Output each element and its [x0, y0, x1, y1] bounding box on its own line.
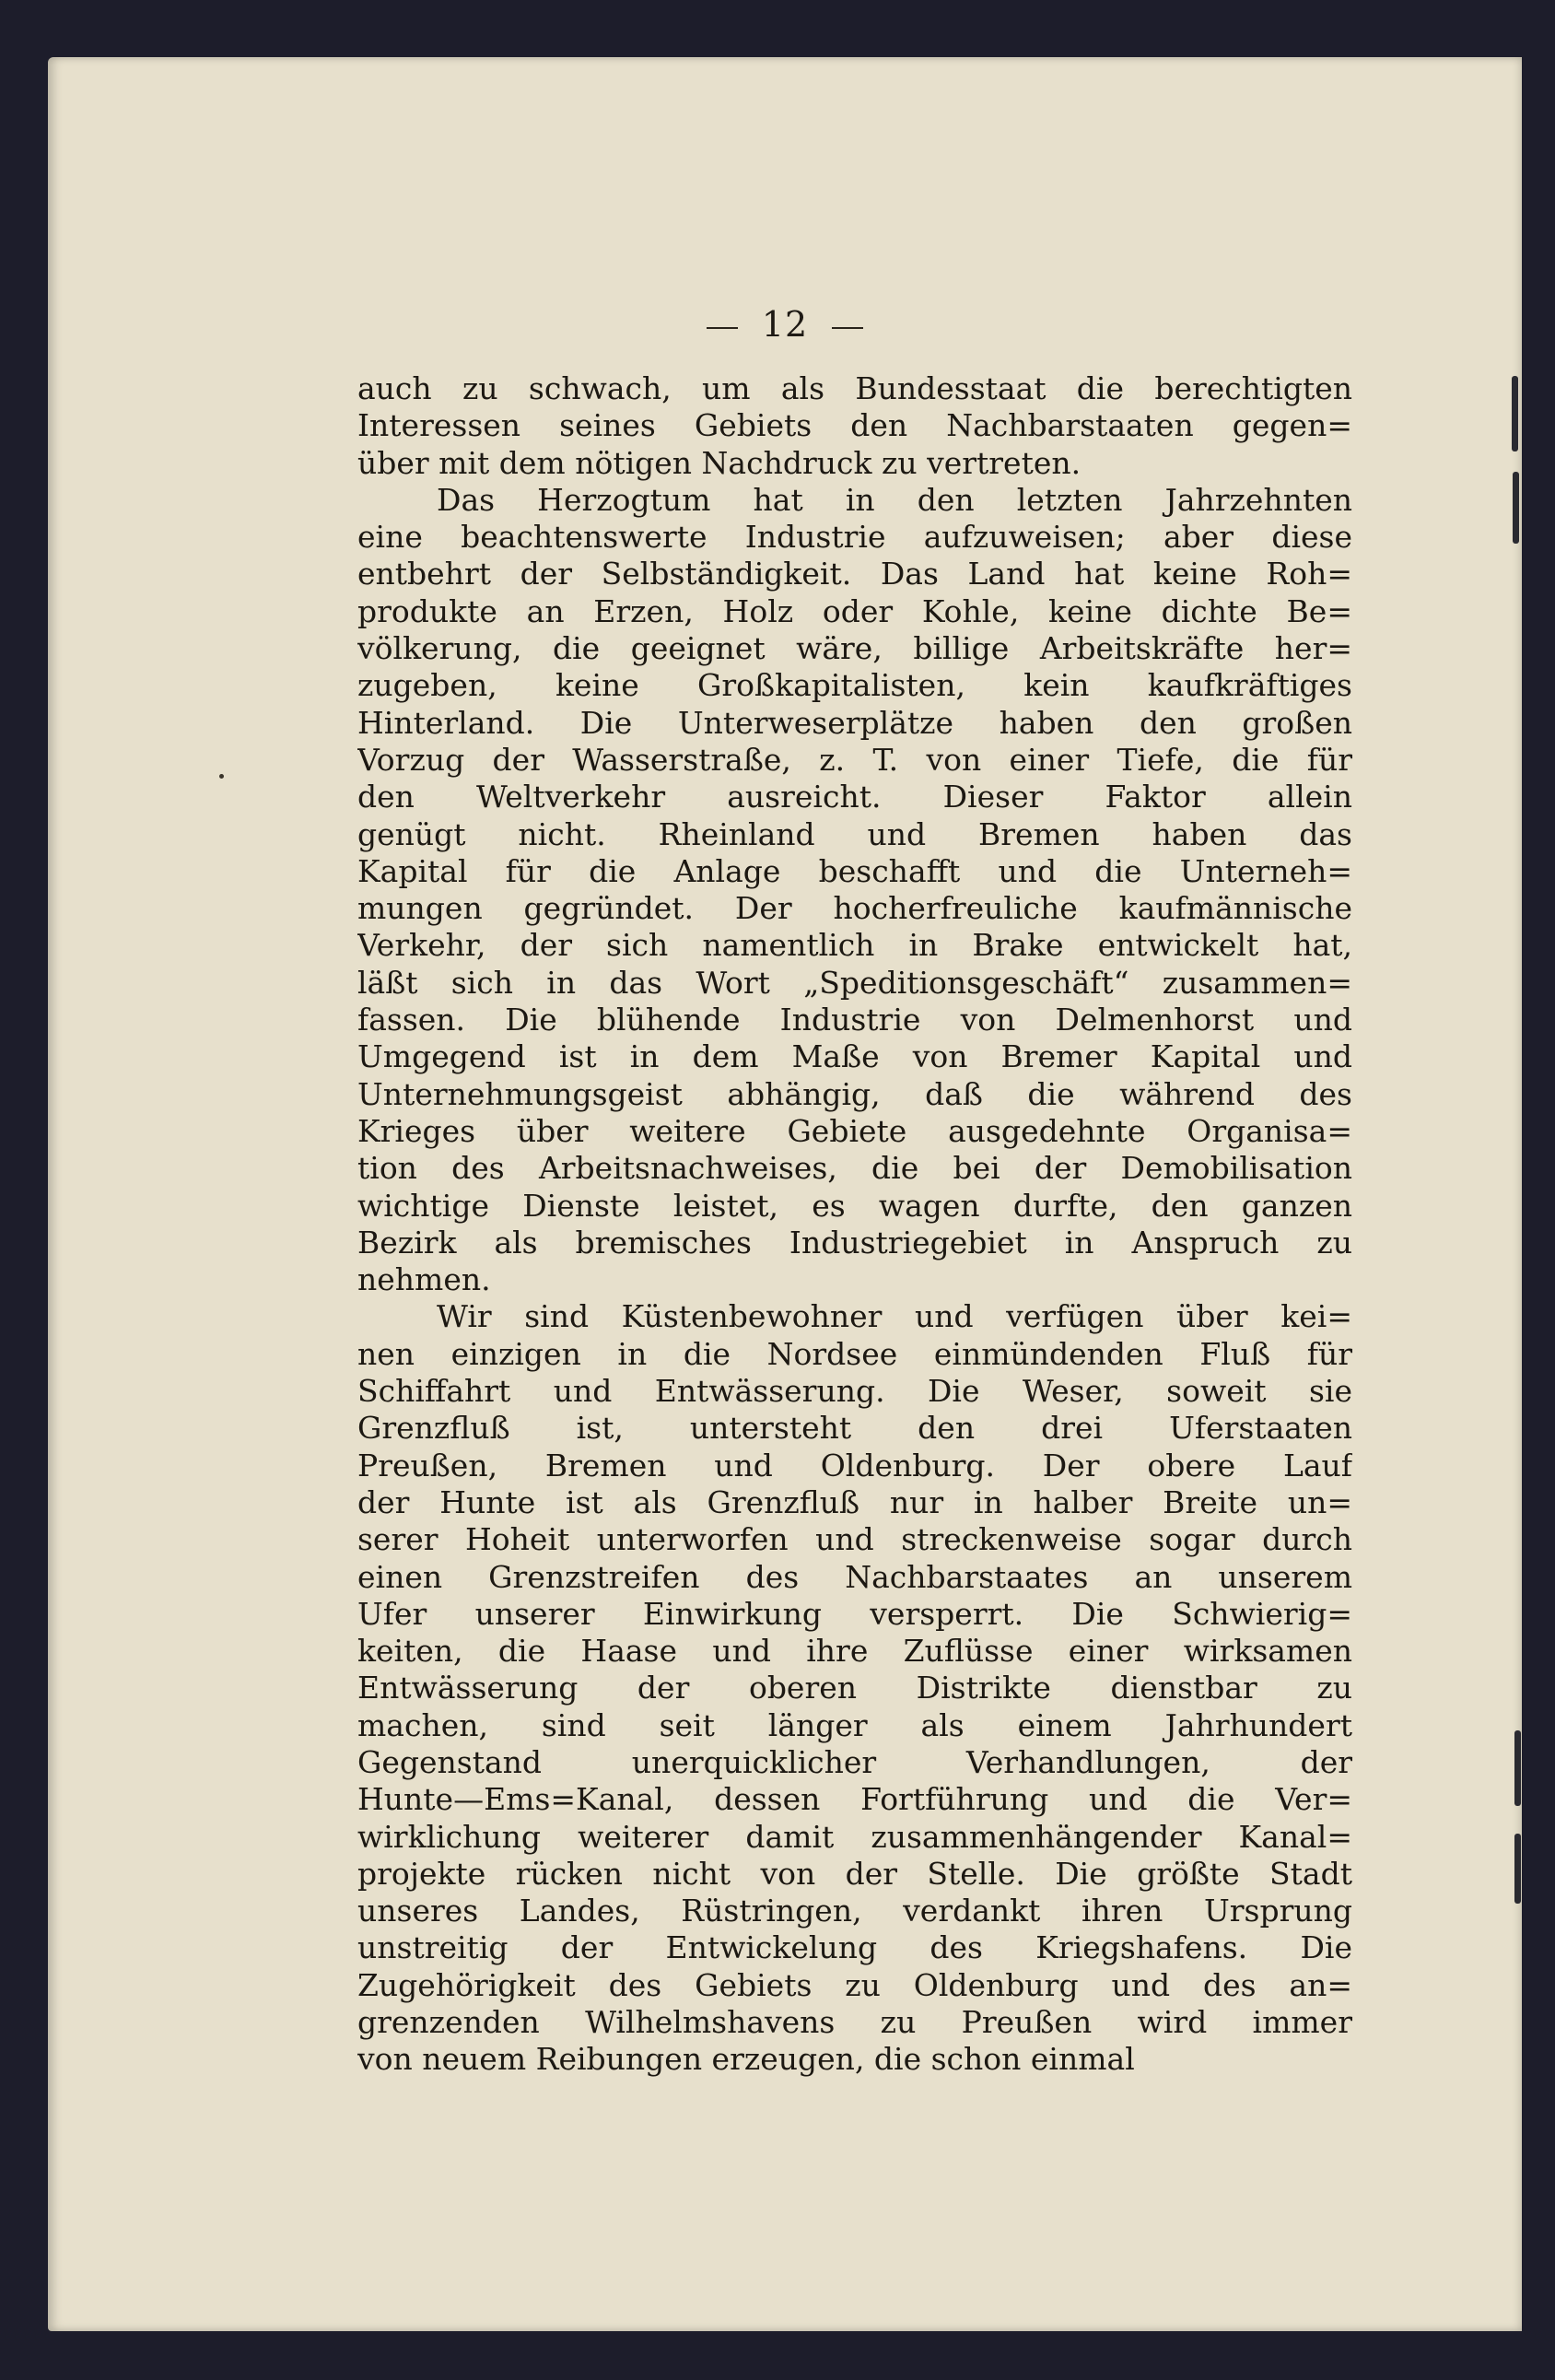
text-line: Interessen seines Gebiets den Nachbarstaaten gegen= — [357, 407, 1352, 444]
text-line: unseres Landes, Rüstringen, verdankt ihren Ursprung — [357, 1893, 1352, 1929]
paper-spot — [219, 774, 224, 779]
text-line: mungen gegründet. Der hocherfreuliche kaufmännische — [357, 890, 1352, 927]
text-line: Verkehr, der sich namentlich in Brake entwickelt hat, — [357, 927, 1352, 964]
text-line: unstreitig der Entwickelung des Kriegshafens. Die — [357, 1929, 1352, 1966]
text-line: Entwässerung der oberen Distrikte dienstbar zu — [357, 1670, 1352, 1706]
text-line: fassen. Die blühende Industrie von Delmenhorst und — [357, 1002, 1352, 1038]
page-number-dash-left — [707, 327, 738, 329]
text-line: projekte rücken nicht von der Stelle. Die größte Stadt — [357, 1855, 1352, 1892]
text-line: Kapital für die Anlage beschafft und die Unterneh= — [357, 852, 1352, 889]
page-number-text: 12 — [761, 304, 809, 345]
page-number-dash-right — [832, 327, 863, 329]
text-line: eine beachtenswerte Industrie aufzuweisen; aber diese — [357, 519, 1352, 556]
text-line: Ufer unserer Einwirkung versperrt. Die Schwierig= — [357, 1595, 1352, 1632]
binding-mark — [1514, 1834, 1521, 1904]
text-line: produkte an Erzen, Holz oder Kohle, keine dichte Be= — [357, 592, 1352, 629]
text-line: nen einzigen in die Nordsee einmündenden Fluß für — [357, 1335, 1352, 1372]
text-line: tion des Arbeitsnachweises, die bei der Demobilisation — [357, 1150, 1352, 1187]
text-line: Gegenstand unerquicklicher Verhandlungen, der — [357, 1743, 1352, 1780]
binding-mark — [1513, 472, 1519, 544]
paragraph — [357, 1298, 1352, 2078]
text-line: von neuem Reibungen erzeugen, die schon einmal — [357, 2041, 1135, 2078]
text-line: auch zu schwach, um als Bundesstaat die berechtigten — [357, 370, 1352, 406]
text-line: Grenzfluß ist, untersteht den drei Uferstaaten — [357, 1410, 1352, 1447]
text-line: läßt sich in das Wort „Speditionsgeschäft“ zusammen= — [357, 964, 1352, 1001]
text-line: Wir sind Küstenbewohner und verfügen über kei= — [437, 1298, 1352, 1335]
text-line: genügt nicht. Rheinland und Bremen haben das — [357, 815, 1352, 852]
page-number — [48, 304, 1522, 345]
text-line: zugeben, keine Großkapitalisten, kein kaufkräftiges — [357, 667, 1352, 704]
text-line: völkerung, die geeignet wäre, billige Arbeitskräfte her= — [357, 630, 1352, 667]
text-line: Schiffahrt und Entwässerung. Die Weser, soweit sie — [357, 1373, 1352, 1410]
paragraph — [357, 370, 1352, 482]
text-line: Hunte—Ems=Kanal, dessen Fortführung und die Ver= — [357, 1781, 1352, 1818]
text-line: wichtige Dienste leistet, es wagen durfte, den ganzen — [357, 1187, 1352, 1224]
text-line: über mit dem nötigen Nachdruck zu vertreten. — [357, 444, 1081, 481]
text-line: keiten, die Haase und ihre Zuflüsse einer wirksamen — [357, 1633, 1352, 1670]
binding-mark — [1512, 376, 1518, 451]
text-line: machen, sind seit länger als einem Jahrhundert — [357, 1706, 1352, 1743]
text-line: Hinterland. Die Unterweserplätze haben den großen — [357, 704, 1352, 741]
text-line: den Weltverkehr ausreicht. Dieser Faktor allein — [357, 779, 1352, 815]
text-line: Umgegend ist in dem Maße von Bremer Kapital und — [357, 1038, 1352, 1075]
book-page — [48, 57, 1522, 2331]
body-text — [357, 370, 1352, 2079]
text-line: Bezirk als bremisches Industriegebiet in Anspruch zu — [357, 1224, 1352, 1260]
binding-mark — [1514, 1730, 1521, 1806]
text-line: grenzenden Wilhelmshavens zu Preußen wird immer — [357, 2004, 1352, 2041]
text-line: nehmen. — [357, 1261, 491, 1298]
text-line: Preußen, Bremen und Oldenburg. Der obere Lauf — [357, 1447, 1352, 1483]
text-line: serer Hoheit unterworfen und streckenweise sogar durch — [357, 1521, 1352, 1558]
text-line: Krieges über weitere Gebiete ausgedehnte Organisa= — [357, 1112, 1352, 1149]
paragraph — [357, 482, 1352, 1299]
text-line: Zugehörigkeit des Gebiets zu Oldenburg und des an= — [357, 1966, 1352, 2003]
text-line: Vorzug der Wasserstraße, z. T. von einer Tiefe, die für — [357, 741, 1352, 778]
text-line: der Hunte ist als Grenzfluß nur in halber Breite un= — [357, 1483, 1352, 1520]
text-line: Das Herzogtum hat in den letzten Jahrzehnten — [437, 481, 1352, 518]
text-line: Unternehmungsgeist abhängig, daß die während des — [357, 1075, 1352, 1112]
text-line: einen Grenzstreifen des Nachbarstaates an unserem — [357, 1558, 1352, 1595]
text-line: wirklichung weiterer damit zusammenhängender Kanal= — [357, 1818, 1352, 1855]
text-line: entbehrt der Selbständigkeit. Das Land hat keine Roh= — [357, 556, 1352, 592]
